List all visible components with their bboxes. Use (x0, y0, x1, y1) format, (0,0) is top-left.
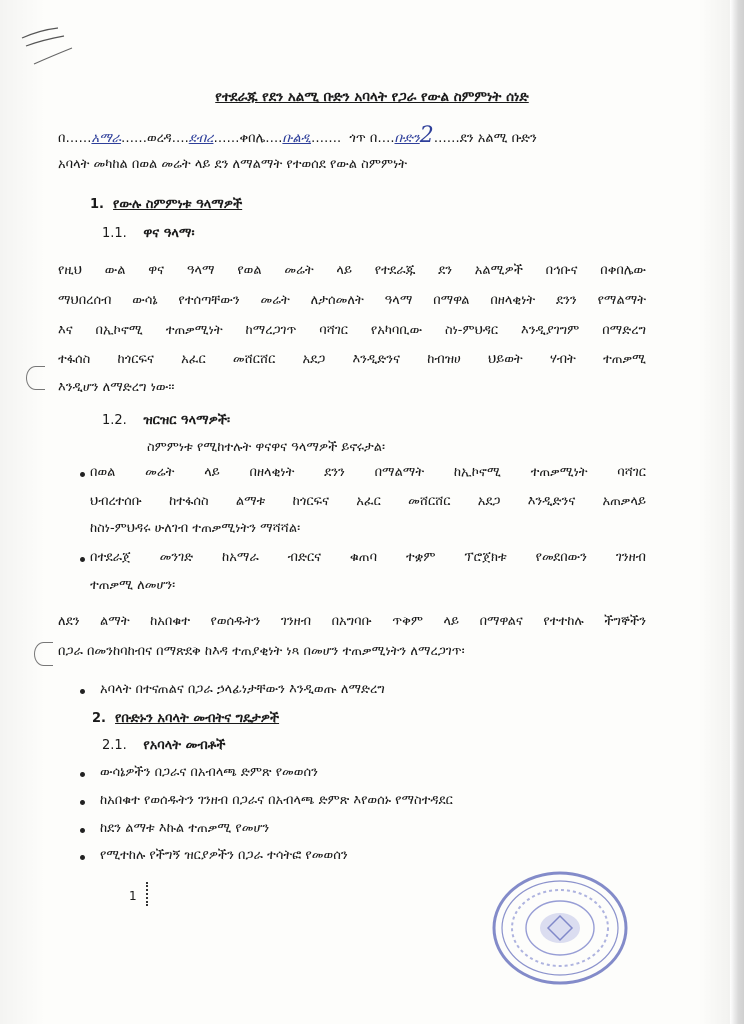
main-aim-line-5: እንዲሆን ለማድረግ ነው፡፡ (58, 380, 175, 395)
section-2-heading: 2. የቡድኑን አባላት መብትና ግዴታዎች (92, 711, 280, 726)
subsection-1-2-heading: 1.2. ዝርዝር ዓላማዎች፡ (102, 413, 231, 428)
page-edge-shadow (730, 0, 744, 1024)
group-handwritten: ቡድን (394, 131, 420, 146)
intro-line-1: በ……አማራ……ወረዳ….ደብረ……ቀበሌ….ቡልዲ……. ጎጥ በ….ቡድን2……ደን አልሚ ቡድን (58, 123, 537, 148)
punch-hole-mark (26, 366, 45, 390)
specific-aim-2-line-1: በተደራጀ መንገድ ከአማራ ብድርና ቁጠባ ተቋም ፕሮጀክቱ የመደበውን ገንዘብ (90, 550, 646, 565)
subsection-2-1-heading: 2.1. የአባላት መብቶች (102, 738, 226, 753)
bullet-dot (80, 855, 85, 860)
bullet-dot (80, 557, 85, 562)
member-right-1: ውሳኔዎችን በጋራና በአብላጫ ድምጽ የመወሰን (100, 765, 318, 780)
specific-aims-intro: ስምምነቱ የሚከተሉት ዋናዋና ዓላማዎች ይኖሩታል፡ (147, 440, 386, 455)
main-aim-line-4: ተፋሰስ ከጎርፍና አፈር መሸርሸር አደጋ እንዲድንና ከብዝሀ ህይወት ሃብት ተጠቃሚ (58, 352, 646, 367)
section-1-heading: 1. የውሉ ስምምነቱ ዓላማዎች (90, 197, 243, 212)
member-right-4: የሚተከሉ የችግኝ ዝርያዎችን በጋራ ተሳትፎ የመወሰን (100, 848, 348, 863)
region-handwritten: አማራ (91, 131, 121, 146)
main-aim-line-3: እና በኢኮኖሚ ተጠቃሚነት ከማረጋገጥ ባሻገር የአካባቢው ስነ-ምህዳር እንዲያገግም በማድረግ (58, 323, 646, 338)
specific-aim-2-line-2: ተጠቃሚ ለመሆን፡ (90, 578, 176, 593)
specific-aim-3: አባላት በተናጠልና በጋራ ኃላፊነታቸውን እንዲወጡ ለማድረግ (100, 682, 385, 697)
official-stamp (490, 866, 630, 986)
woreda-handwritten: ደብረ (188, 131, 214, 146)
main-aim-line-2: ማህበረሰብ ውሳኔ የተሰጣቸውን መሬት ለታሰመለት ዓላማ በማዋል በዘላቂነት ደንን የማልማት (58, 293, 646, 308)
intro-line-2: አባላት መካከል በወል መሬት ላይ ደን ለማልማት የተወሰደ የውል ስምምነት (58, 157, 408, 172)
page-number: 1 (129, 889, 137, 903)
specific-aim-1-line-2: ህብረተሰቡ ከተፋሰስ ልማቱ ከጎርፍና አፈር መሸርሸር አደጋ እንዲድንና አጠቃላይ (90, 494, 646, 509)
document-title: የተደራጁ የደን አልሚ ቡድን አባላት የጋራ የውል ስምምነት ሰነድ (215, 89, 529, 105)
loan-paragraph-line-1: ለደን ልማት ከአበቁተ የወሰዱትን ገንዘብ በአግባቡ ጥቅም ላይ በማዋልና የተተከሉ ችግኞችን (58, 614, 646, 629)
page-number-mark (146, 882, 151, 906)
loan-paragraph-line-2: በጋራ በመንከባከብና በማጽደቅ ከእዳ ተጠያቂነት ነጻ በመሆን ተጠቃሚነትን ለማረጋገጥ፡ (58, 644, 465, 659)
main-aim-line-1: የዚህ ውል ዋና ዓላማ የወል መሬት ላይ የተደራጁ ደን አልሚዎች በኅቡና በቀበሌው (58, 263, 646, 278)
bullet-dot (80, 800, 85, 805)
kebele-handwritten: ቡልዲ (282, 131, 311, 146)
group-number-handwritten: 2 (419, 123, 434, 148)
bullet-dot (80, 689, 85, 694)
member-right-2: ከአበቁተ የወሰዱትን ገንዘብ በጋራና በአብላጫ ድምጽ እየወሰኑ የማስተዳደር (100, 793, 453, 808)
bullet-dot (80, 772, 85, 777)
specific-aim-1-line-1: በወል መሬት ላይ በዘላቂነት ደንን በማልማት ከኢኮኖሚ ተጠቃሚነት ባሻገር (90, 465, 646, 480)
member-right-3: ከደን ልማቱ እኩል ተጠቃሚ የመሆን (100, 821, 270, 836)
pen-scratch-marks (12, 10, 82, 70)
punch-hole-mark (34, 642, 53, 666)
bullet-dot (80, 828, 85, 833)
bullet-dot (80, 472, 85, 477)
specific-aim-1-line-3: ከስነ-ምህዳሩ ሁለገብ ተጠቃሚነትን ማሻሻል፡ (90, 521, 301, 536)
subsection-1-1-heading: 1.1. ዋና ዓላማ፡ (102, 226, 195, 241)
